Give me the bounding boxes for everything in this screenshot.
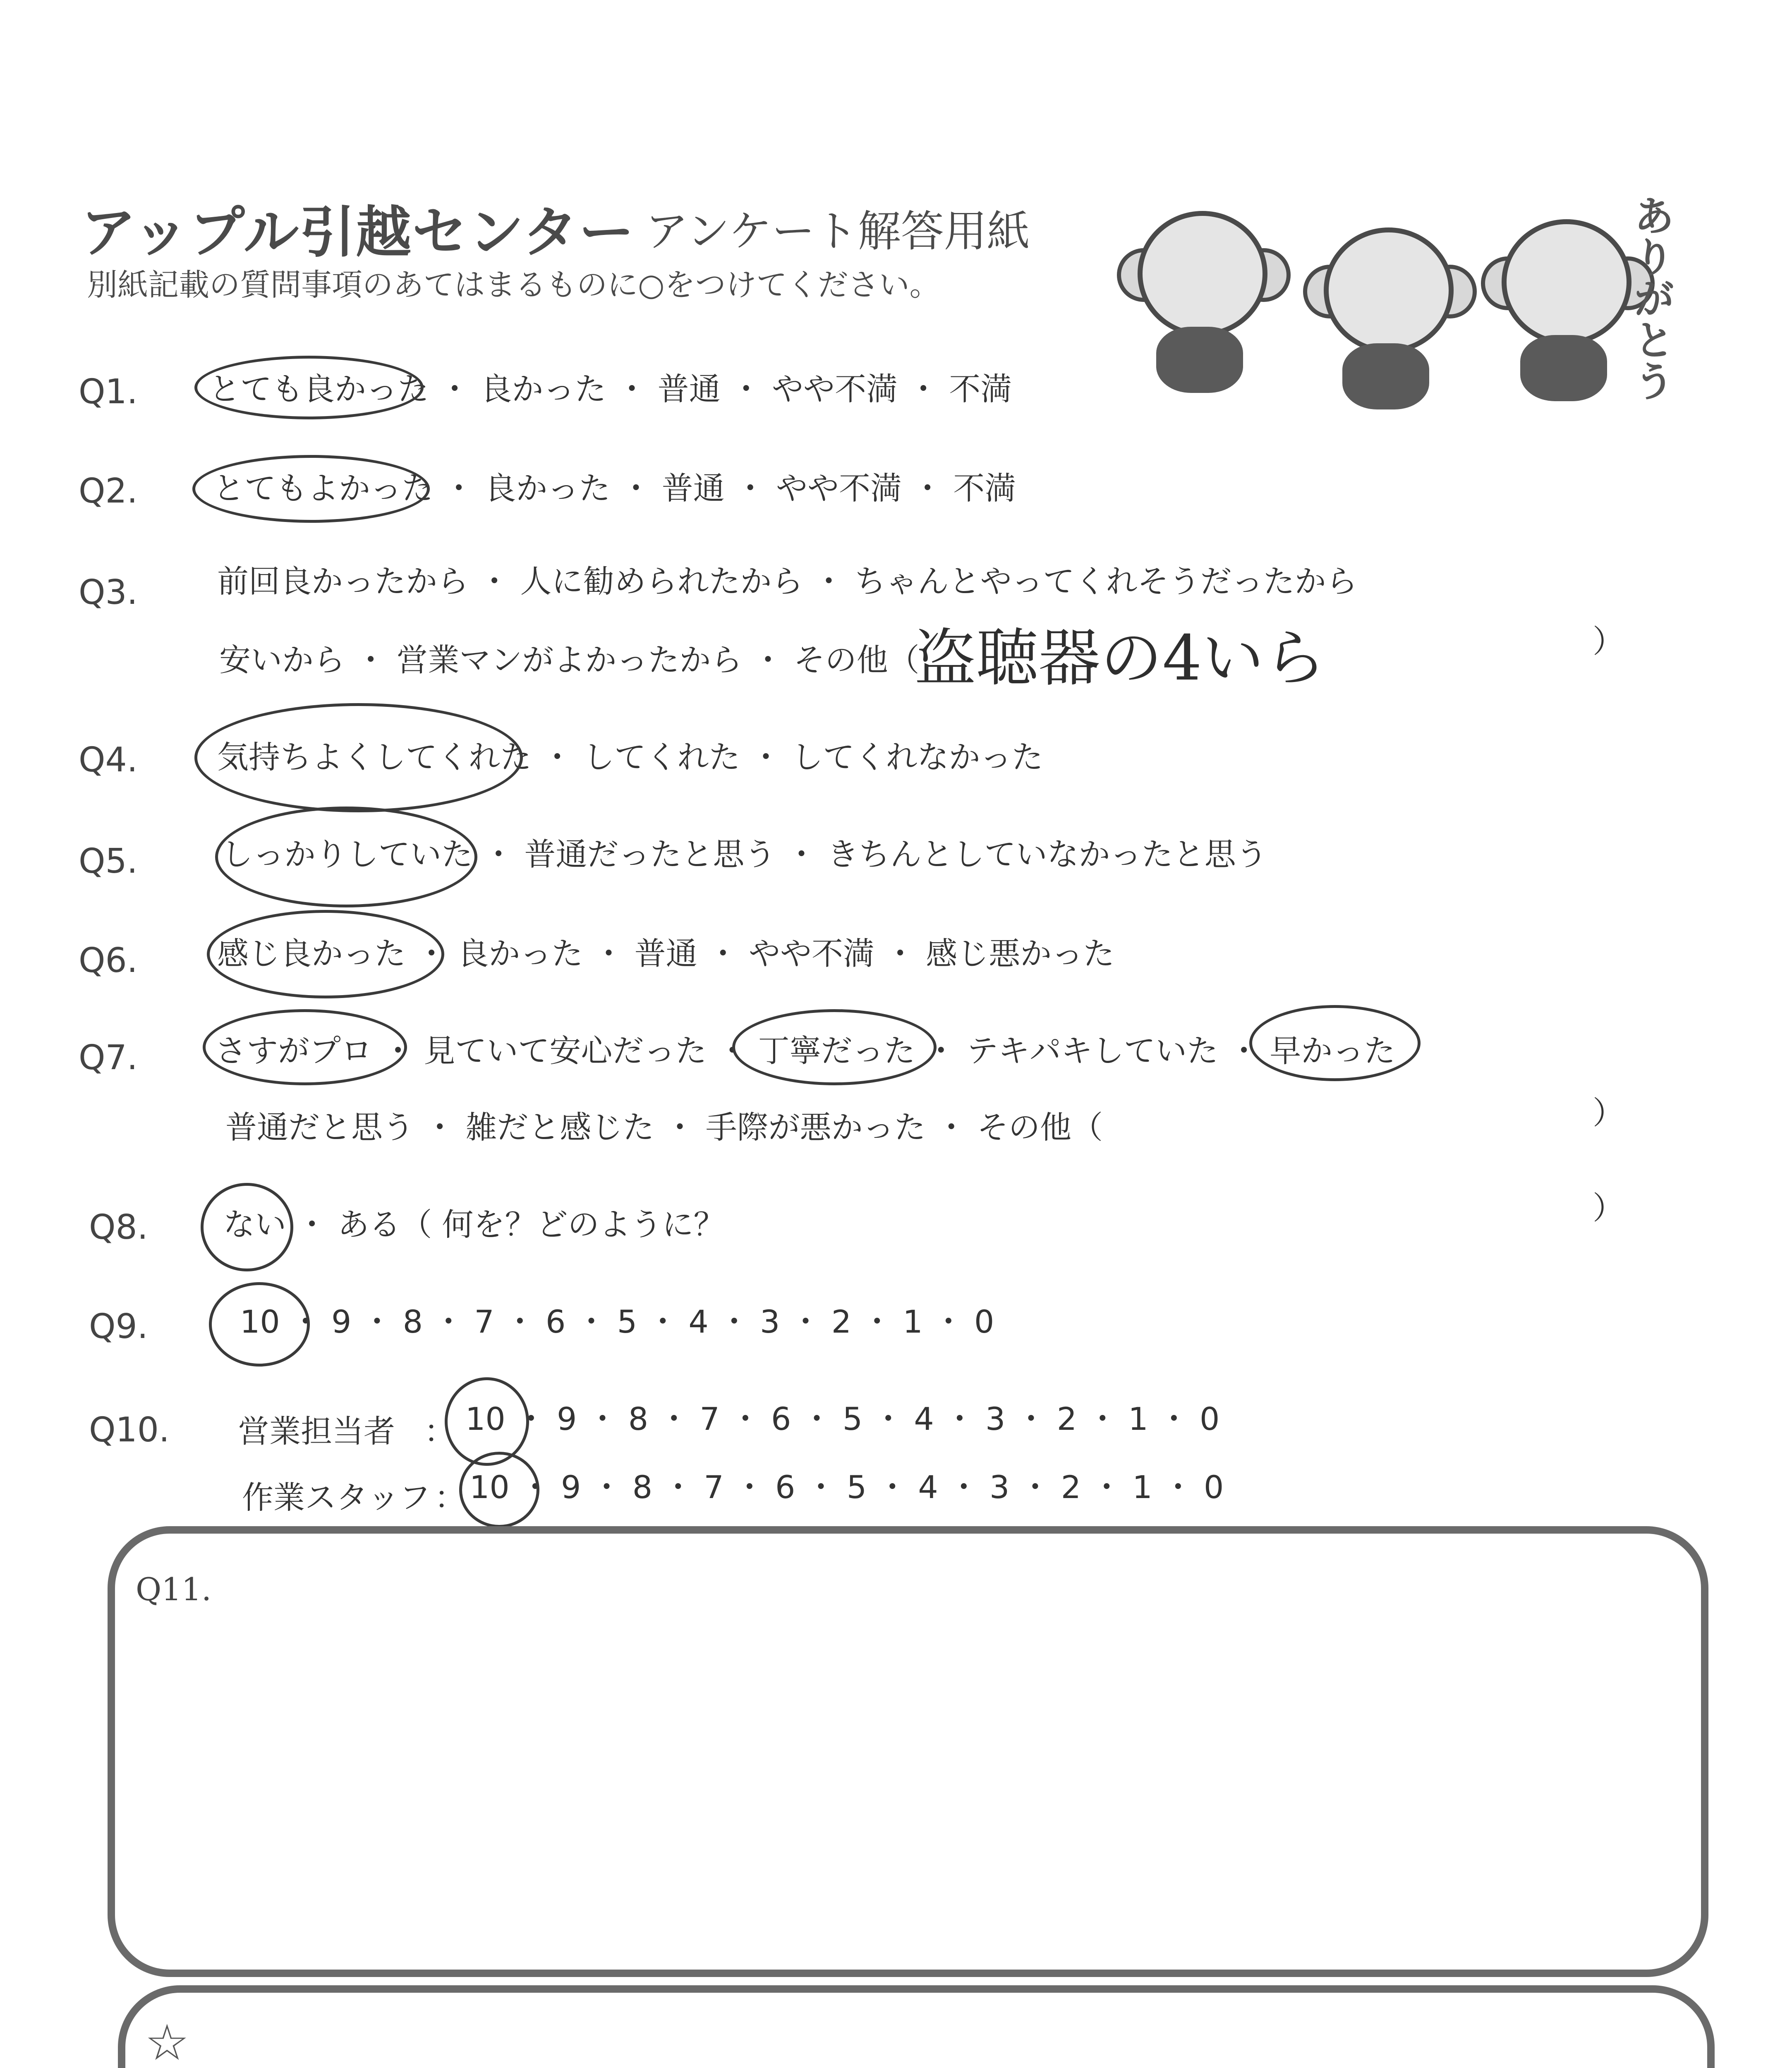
q8-options: ない ・ ある（ 何を？どのように？ (223, 1206, 725, 1243)
q10-staff-label: 作業スタッフ (242, 1479, 431, 1516)
q2-label: Q2. (79, 472, 138, 511)
form-subtitle: アンケート解答用紙 (645, 206, 1030, 256)
monkey-mascot-icon (1117, 203, 1291, 393)
q10-sales-scale: 10 ・ 9 ・ 8 ・ 7 ・ 6 ・ 5 ・ 4 ・ 3 ・ 2 ・ 1 ・ 0 (465, 1400, 1220, 1437)
q10-sales-label: 営業担当者 (238, 1413, 395, 1450)
q10-staff-colon: ： (434, 1479, 466, 1516)
q4-options: 気持ちよくしてくれた ・ してくれた ・ してくれなかった (217, 739, 1043, 776)
q3-other-handwriting: 盗聴器の4いら (914, 622, 1326, 694)
q7-selection-circle-hayai (1249, 1005, 1421, 1081)
instruction-text: 別紙記載の質問事項のあてはまるものに○をつけてください。 (87, 267, 940, 303)
q6-label: Q6. (79, 941, 138, 980)
q4-selection-circle (194, 703, 523, 812)
thanks-text: ありがとう (1627, 194, 1675, 401)
q11-label: Q11. (136, 1571, 212, 1608)
q10-staff-scale: 10 ・ 9 ・ 8 ・ 7 ・ 6 ・ 5 ・ 4 ・ 3 ・ 2 ・ 1 ・ 0 (470, 1469, 1224, 1506)
q2-options: とてもよかった ・ 良かった ・ 普通 ・ やや不満 ・ 不満 (213, 470, 1016, 507)
q6-options: 感じ良かった ・ 良かった ・ 普通 ・ やや不満 ・ 感じ悪かった (217, 935, 1115, 972)
q1-options: とても良かった ・ 良かった ・ 普通 ・ やや不満 ・ 不満 (209, 371, 1012, 407)
company-title: アップル引越センター (81, 200, 635, 265)
q2-selection-circle (192, 455, 430, 523)
q3-options-line2: 安いから ・ 営業マンがよかったから ・ その他（ (219, 641, 920, 678)
q8-label: Q8. (89, 1208, 148, 1247)
q3-label: Q3. (79, 573, 138, 612)
q4-label: Q4. (79, 740, 138, 780)
q6-selection-circle (207, 910, 444, 998)
q5-label: Q5. (79, 842, 138, 881)
star-comment-box[interactable] (118, 1985, 1715, 2068)
q10-label: Q10. (89, 1410, 170, 1450)
q7-options-line2: 普通だと思う ・ 雑だと感じた ・ 手際が悪かった ・ その他（ (225, 1109, 1103, 1146)
q10-sales-selection-circle (445, 1377, 529, 1466)
q3-close-paren: ） (1593, 623, 1624, 660)
q5-options: しっかりしていた ・ 普通だったと思う ・ きちんとしていなかったと思う (221, 836, 1267, 873)
q7-selection-circle-teinei (732, 1009, 937, 1085)
q5-selection-circle (215, 807, 477, 907)
q8-close-paren: ） (1593, 1190, 1624, 1226)
star-icon: ☆ (145, 2014, 189, 2068)
q1-label: Q1. (79, 372, 138, 412)
q9-scale: 10 ・ 9 ・ 8 ・ 7 ・ 6 ・ 5 ・ 4 ・ 3 ・ 2 ・ 1 ・ 0 (240, 1303, 994, 1340)
q8-selection-circle (201, 1183, 293, 1271)
q9-label: Q9. (89, 1307, 148, 1346)
q9-selection-circle (209, 1282, 310, 1367)
q3-options-line1: 前回良かったから ・ 人に勧められたから ・ ちゃんとやってくれそうだったから (217, 563, 1358, 600)
q7-close-paren: ） (1593, 1094, 1624, 1131)
monkey-mascot-icon (1303, 219, 1477, 409)
q11-comment-box[interactable] (108, 1526, 1708, 1977)
q10-staff-selection-circle (459, 1452, 539, 1528)
q1-selection-circle (194, 356, 424, 419)
q7-selection-circle-pro (203, 1009, 407, 1085)
q7-label: Q7. (79, 1038, 138, 1077)
q7-options-line1: さすがプロ ・ 見ていて安心だった ・ 丁寧だった ・ テキパキしていた ・ 早かった (215, 1032, 1396, 1069)
q10-sales-colon: ： (424, 1413, 455, 1450)
